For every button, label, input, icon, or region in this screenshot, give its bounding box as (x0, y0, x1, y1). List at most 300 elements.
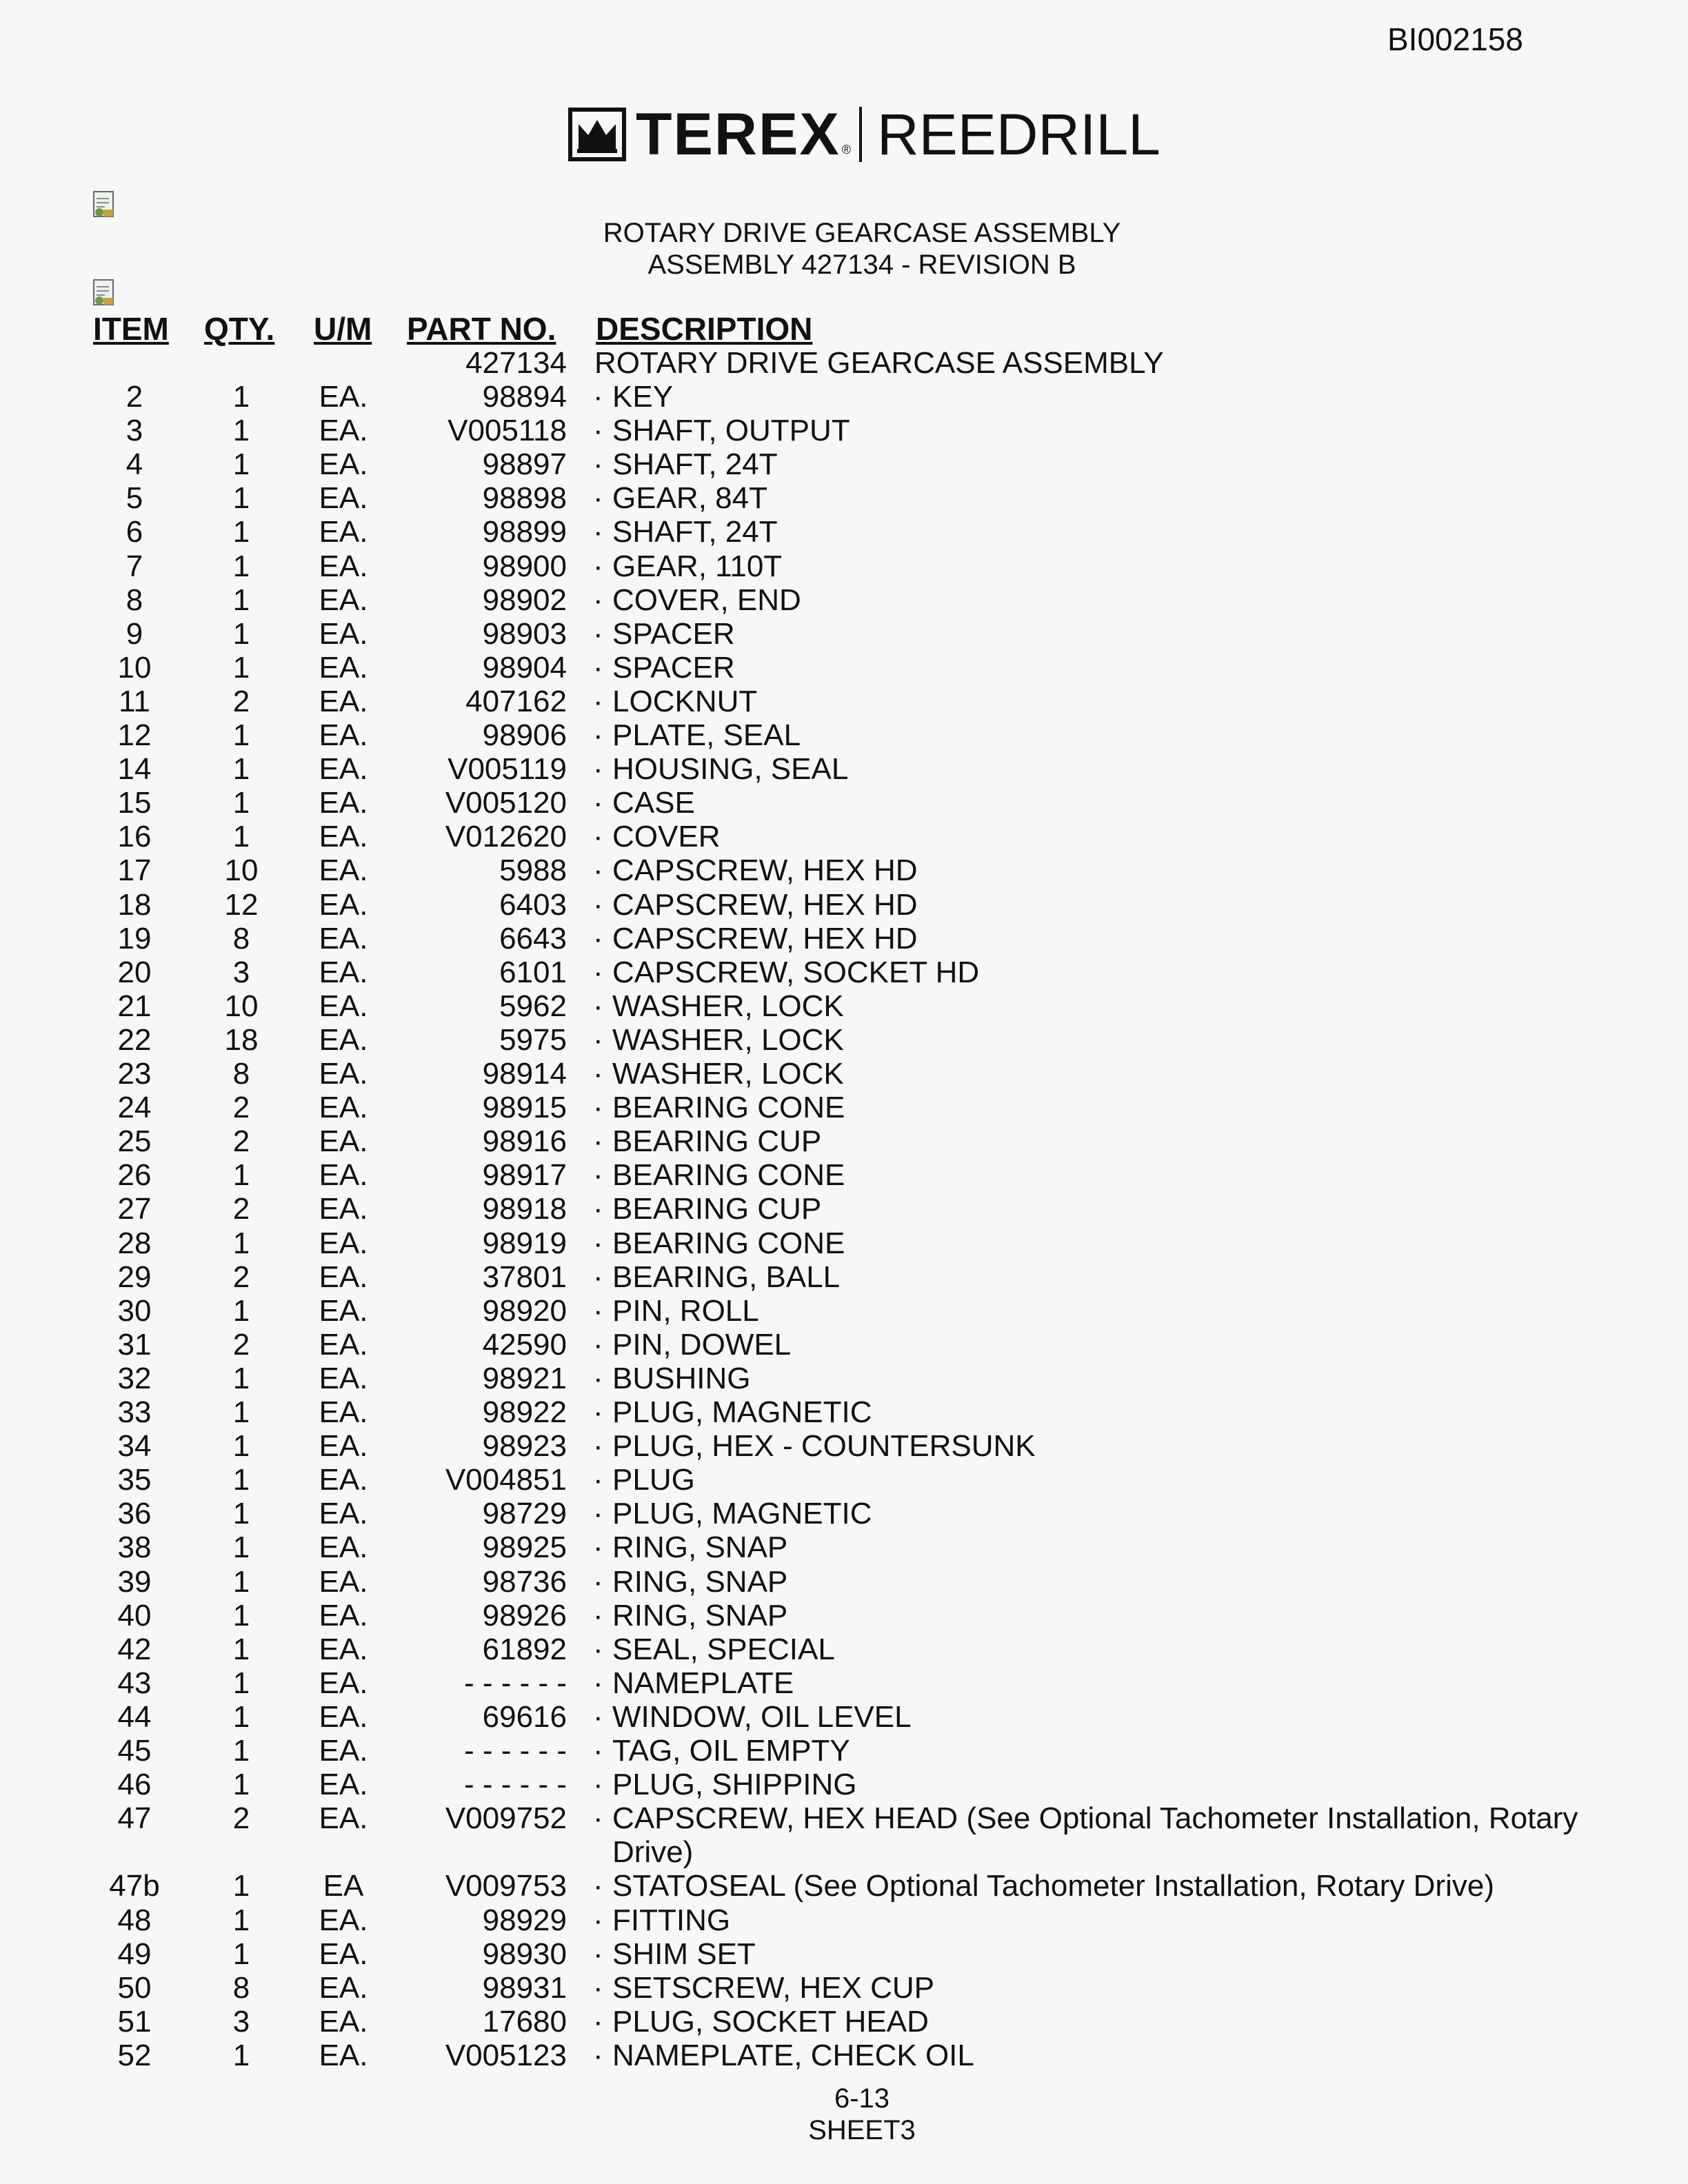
bullet: · (593, 1700, 603, 1734)
part-number: 42590 (482, 1328, 567, 1362)
bullet: · (593, 651, 603, 685)
part-number: 98929 (482, 1903, 567, 1937)
description: WASHER, LOCK (612, 1057, 844, 1091)
description: SHAFT, 24T (612, 515, 778, 549)
item-number: 32 (117, 1362, 152, 1395)
part-number: 98921 (482, 1362, 567, 1395)
item-number: 47 (117, 1801, 152, 1835)
bullet: · (593, 1565, 603, 1599)
unit-of-measure: EA. (319, 752, 368, 786)
bullet: · (593, 1057, 603, 1091)
quantity: 1 (232, 1768, 250, 1801)
item-number: 24 (117, 1091, 152, 1124)
bullet: · (593, 1497, 603, 1530)
unit-of-measure: EA. (319, 1666, 368, 1700)
bullet: · (593, 956, 603, 989)
bullet: · (593, 1158, 603, 1192)
table-row (0, 718, 1688, 752)
quantity: 2 (232, 1328, 250, 1362)
part-number: 37801 (482, 1260, 567, 1294)
item-number: 14 (117, 752, 152, 786)
item-number: 3 (125, 414, 143, 447)
unit-of-measure: EA. (319, 447, 368, 481)
part-number: 98902 (482, 583, 567, 617)
table-row (0, 1294, 1688, 1328)
unit-of-measure: EA. (319, 1395, 368, 1429)
part-number: 6403 (499, 888, 567, 922)
terex-reedrill-logo (568, 101, 1160, 168)
bullet: · (593, 1971, 603, 2005)
part-number: 98917 (482, 1158, 567, 1192)
table-row-continuation (0, 1835, 1688, 1869)
table-row (0, 1463, 1688, 1497)
page-title: ROTARY DRIVE GEARCASE ASSEMBLY (603, 218, 1121, 248)
description: TAG, OIL EMPTY (612, 1734, 850, 1768)
table-row (0, 1497, 1688, 1530)
item-number: 23 (117, 1057, 152, 1091)
unit-of-measure: EA. (319, 1497, 368, 1530)
unit-of-measure: EA. (319, 685, 368, 718)
bullet: · (593, 989, 603, 1023)
bullet: · (593, 1734, 603, 1768)
description: CAPSCREW, HEX HD (612, 888, 918, 922)
table-row (0, 481, 1688, 515)
table-row (0, 1158, 1688, 1192)
table-row (0, 1666, 1688, 1700)
table-row (0, 1429, 1688, 1463)
part-number: 98916 (482, 1124, 567, 1158)
quantity: 10 (224, 989, 259, 1023)
part-number: - - - - - - (463, 1734, 567, 1768)
unit-of-measure: EA. (319, 1226, 368, 1260)
item-number: 43 (117, 1666, 152, 1700)
item-number: 44 (117, 1700, 152, 1734)
part-number: 98914 (482, 1057, 567, 1091)
table-row (0, 1260, 1688, 1294)
bullet: · (593, 820, 603, 853)
bullet: · (593, 1362, 603, 1395)
unit-of-measure: EA. (319, 1565, 368, 1599)
unit-of-measure: EA. (319, 1192, 368, 1226)
quantity: 1 (232, 1734, 250, 1768)
table-row (0, 1091, 1688, 1124)
unit-of-measure: EA. (319, 414, 368, 447)
quantity: 1 (232, 1869, 250, 1903)
unit-of-measure: EA. (319, 1023, 368, 1057)
unit-of-measure: EA. (319, 1734, 368, 1768)
bullet: · (593, 481, 603, 515)
unit-of-measure: EA. (319, 1463, 368, 1497)
quantity: 1 (232, 515, 250, 549)
quantity: 1 (232, 1565, 250, 1599)
table-row (0, 1395, 1688, 1429)
quantity: 1 (232, 718, 250, 752)
part-number: V009752 (445, 1801, 567, 1835)
item-number: 38 (117, 1530, 152, 1564)
registered-mark: ® (841, 143, 851, 156)
quantity: 1 (232, 651, 250, 685)
part-number: 69616 (482, 1700, 567, 1734)
table-row (0, 1903, 1688, 1937)
table-row (0, 922, 1688, 956)
item-number: 36 (117, 1497, 152, 1530)
description: PIN, DOWEL (612, 1328, 792, 1362)
table-row (0, 617, 1688, 651)
part-number: 5962 (499, 989, 567, 1023)
description: PIN, ROLL (612, 1294, 759, 1328)
quantity: 12 (224, 888, 259, 922)
part-number: 98904 (482, 651, 567, 685)
description: BUSHING (612, 1362, 751, 1395)
table-row (0, 1530, 1688, 1564)
part-number: - - - - - - (463, 1768, 567, 1801)
table-row (0, 380, 1688, 414)
bullet: · (593, 1023, 603, 1057)
unit-of-measure: EA. (319, 617, 368, 651)
quantity: 8 (232, 1057, 250, 1091)
table-row (0, 2005, 1688, 2039)
part-number: 6643 (499, 922, 567, 956)
part-number: 98894 (482, 380, 567, 414)
item-number: 30 (117, 1294, 152, 1328)
description: PLATE, SEAL (612, 718, 801, 752)
bullet: · (593, 1599, 603, 1632)
unit-of-measure: EA. (319, 583, 368, 617)
quantity: 8 (232, 922, 250, 956)
quantity: 1 (232, 1937, 250, 1971)
part-number: 17680 (482, 2005, 567, 2039)
unit-of-measure: EA. (319, 1599, 368, 1632)
item-number: 40 (117, 1599, 152, 1632)
part-number: 98906 (482, 718, 567, 752)
description: SHAFT, 24T (612, 447, 778, 481)
description: STATOSEAL (See Optional Tachometer Installation, Rotary Drive) (612, 1869, 1494, 1903)
table-row (0, 1565, 1688, 1599)
quantity: 2 (232, 1801, 250, 1835)
item-number: 20 (117, 956, 152, 989)
quantity: 1 (232, 1497, 250, 1530)
quantity: 1 (232, 1362, 250, 1395)
table-row (0, 1192, 1688, 1226)
table-row (0, 1023, 1688, 1057)
quantity: 1 (232, 1903, 250, 1937)
item-number: 25 (117, 1124, 152, 1158)
description: CAPSCREW, HEX HD (612, 853, 918, 887)
unit-of-measure: EA. (319, 549, 368, 583)
unit-of-measure: EA. (319, 786, 368, 820)
item-number: 33 (117, 1395, 152, 1429)
part-number: 98919 (482, 1226, 567, 1260)
item-number: 4 (125, 447, 143, 481)
description: PLUG, MAGNETIC (612, 1395, 872, 1429)
description: SETSCREW, HEX CUP (612, 1971, 934, 2005)
part-number: - - - - - - (463, 1666, 567, 1700)
description: BEARING CUP (612, 1124, 822, 1158)
unit-of-measure: EA. (319, 853, 368, 887)
bullet: · (593, 1395, 603, 1429)
broken-image-icon[interactable] (91, 190, 117, 219)
item-number: 46 (117, 1768, 152, 1801)
table-row (0, 1362, 1688, 1395)
bullet: · (593, 1530, 603, 1564)
header-description: DESCRIPTION (596, 311, 813, 347)
description: BEARING CONE (612, 1158, 845, 1192)
table-row (0, 1328, 1688, 1362)
item-number: 27 (117, 1192, 152, 1226)
description: BEARING CONE (612, 1226, 845, 1260)
description: CASE (612, 786, 695, 820)
description: NAMEPLATE (612, 1666, 794, 1700)
part-number: 98923 (482, 1429, 567, 1463)
quantity: 2 (232, 1260, 250, 1294)
unit-of-measure: EA. (319, 922, 368, 956)
table-header (0, 310, 1688, 347)
quantity: 3 (232, 956, 250, 989)
bullet: · (593, 922, 603, 956)
description: SHAFT, OUTPUT (612, 414, 850, 447)
bullet: · (593, 380, 603, 414)
description: SEAL, SPECIAL (612, 1632, 835, 1666)
unit-of-measure: EA. (319, 1362, 368, 1395)
description: COVER (612, 820, 721, 853)
bullet: · (593, 786, 603, 820)
bullet: · (593, 1937, 603, 1971)
description: WASHER, LOCK (612, 989, 844, 1023)
bullet: · (593, 1869, 603, 1903)
part-number: 98736 (482, 1565, 567, 1599)
part-number: 98903 (482, 617, 567, 651)
bullet: · (593, 1124, 603, 1158)
quantity: 2 (232, 1091, 250, 1124)
table-row (0, 2039, 1688, 2072)
bullet: · (593, 1632, 603, 1666)
bullet: · (593, 1429, 603, 1463)
description: RING, SNAP (612, 1530, 788, 1564)
description: GEAR, 84T (612, 481, 767, 515)
part-number: 98922 (482, 1395, 567, 1429)
quantity: 1 (232, 752, 250, 786)
bullet: · (593, 1294, 603, 1328)
header-item: ITEM (93, 311, 169, 347)
table-row (0, 583, 1688, 617)
quantity: 1 (232, 1599, 250, 1632)
unit-of-measure: EA. (319, 1429, 368, 1463)
table-row (0, 1226, 1688, 1260)
table-row (0, 1057, 1688, 1091)
table-row (0, 853, 1688, 887)
unit-of-measure: EA. (319, 1057, 368, 1091)
part-number: 407162 (465, 685, 567, 718)
table-row (0, 414, 1688, 447)
item-number: 16 (117, 820, 152, 853)
description: BEARING, BALL (612, 1260, 841, 1294)
item-number: 7 (125, 549, 143, 583)
description: CAPSCREW, SOCKET HD (612, 956, 980, 989)
item-number: 50 (117, 1971, 152, 2005)
quantity: 1 (232, 1666, 250, 1700)
part-number: 98926 (482, 1599, 567, 1632)
bullet: · (593, 685, 603, 718)
unit-of-measure: EA. (319, 1530, 368, 1564)
bullet: · (593, 888, 603, 922)
item-number: 9 (125, 617, 143, 651)
quantity: 2 (232, 685, 250, 718)
bullet: · (593, 1666, 603, 1700)
table-row (0, 1869, 1688, 1903)
item-number: 31 (117, 1328, 152, 1362)
unit-of-measure: EA. (319, 1700, 368, 1734)
description: WINDOW, OIL LEVEL (612, 1700, 912, 1734)
item-number: 12 (117, 718, 152, 752)
unit-of-measure: EA. (319, 515, 368, 549)
unit-of-measure: EA. (319, 1801, 368, 1835)
unit-of-measure: EA. (319, 1903, 368, 1937)
unit-of-measure: EA. (319, 1632, 368, 1666)
unit-of-measure: EA. (319, 2039, 368, 2072)
bullet: · (593, 549, 603, 583)
part-number: 98920 (482, 1294, 567, 1328)
quantity: 1 (232, 820, 250, 853)
description: PLUG, SOCKET HEAD (612, 2005, 929, 2039)
description: FITTING (612, 1903, 731, 1937)
quantity: 1 (232, 414, 250, 447)
quantity: 1 (232, 549, 250, 583)
quantity: 1 (232, 1530, 250, 1564)
item-number: 52 (117, 2039, 152, 2072)
description: PLUG, HEX - COUNTERSUNK (612, 1429, 1036, 1463)
part-number: V009753 (445, 1869, 567, 1903)
table-row (0, 752, 1688, 786)
item-number: 15 (117, 786, 152, 820)
bullet: · (593, 1091, 603, 1124)
bullet: · (593, 752, 603, 786)
part-number: 98925 (482, 1530, 567, 1564)
bullet: · (593, 1192, 603, 1226)
bullet: · (593, 853, 603, 887)
table-row (0, 888, 1688, 922)
quantity: 1 (232, 447, 250, 481)
table-row (0, 1734, 1688, 1768)
description: PLUG, MAGNETIC (612, 1497, 872, 1530)
quantity: 18 (224, 1023, 259, 1057)
table-row (0, 820, 1688, 853)
unit-of-measure: EA. (319, 1768, 368, 1801)
assembly-row (0, 346, 1688, 380)
bullet: · (593, 447, 603, 481)
part-number: 98899 (482, 515, 567, 549)
part-number: 98930 (482, 1937, 567, 1971)
table-row (0, 1599, 1688, 1632)
logo-divider (859, 107, 862, 162)
table-row (0, 956, 1688, 989)
table-row (0, 1632, 1688, 1666)
table-row (0, 1801, 1688, 1835)
bullet: · (593, 1768, 603, 1801)
part-number: 5975 (499, 1023, 567, 1057)
description-continued: Drive) (612, 1835, 694, 1869)
table-row (0, 1937, 1688, 1971)
quantity: 10 (224, 853, 259, 887)
item-number: 29 (117, 1260, 152, 1294)
unit-of-measure: EA. (319, 1937, 368, 1971)
bullet: · (593, 2005, 603, 2039)
description: LOCKNUT (612, 685, 758, 718)
description: BEARING CONE (612, 1091, 845, 1124)
table-row (0, 1124, 1688, 1158)
item-number: 19 (117, 922, 152, 956)
quantity: 1 (232, 583, 250, 617)
bullet: · (593, 718, 603, 752)
part-number: V005123 (445, 2039, 567, 2072)
item-number: 51 (117, 2005, 152, 2039)
unit-of-measure: EA. (319, 718, 368, 752)
bullet: · (593, 2039, 603, 2072)
item-number: 39 (117, 1565, 152, 1599)
header-um: U/M (314, 311, 372, 347)
bullet: · (593, 1463, 603, 1497)
unit-of-measure: EA. (319, 1260, 368, 1294)
table-row (0, 515, 1688, 549)
bullet: · (593, 1328, 603, 1362)
item-number: 47b (109, 1869, 160, 1903)
quantity: 1 (232, 1226, 250, 1260)
unit-of-measure: EA. (319, 1124, 368, 1158)
quantity: 1 (232, 2039, 250, 2072)
part-number: V012620 (445, 820, 567, 853)
item-number: 2 (125, 380, 143, 414)
description: CAPSCREW, HEX HD (612, 922, 918, 956)
quantity: 1 (232, 380, 250, 414)
bullet: · (593, 1903, 603, 1937)
table-row (0, 1768, 1688, 1801)
part-number: 5988 (499, 853, 567, 887)
part-number: 98931 (482, 1971, 567, 2005)
quantity: 1 (232, 1700, 250, 1734)
table-row (0, 1700, 1688, 1734)
description: BEARING CUP (612, 1192, 822, 1226)
item-number: 35 (117, 1463, 152, 1497)
quantity: 1 (232, 1429, 250, 1463)
part-number: 98918 (482, 1192, 567, 1226)
assembly-description: ROTARY DRIVE GEARCASE ASSEMBLY (594, 346, 1164, 380)
table-row (0, 447, 1688, 481)
item-number: 21 (117, 989, 152, 1023)
description: KEY (612, 380, 674, 414)
header-qty: QTY. (204, 311, 275, 347)
item-number: 17 (117, 853, 152, 887)
unit-of-measure: EA. (319, 2005, 368, 2039)
logo-brand: TEREX (636, 101, 841, 168)
item-number: 26 (117, 1158, 152, 1192)
item-number: 49 (117, 1937, 152, 1971)
unit-of-measure: EA. (319, 1294, 368, 1328)
description: PLUG, SHIPPING (612, 1768, 857, 1801)
unit-of-measure: EA. (319, 1091, 368, 1124)
description: SPACER (612, 617, 735, 651)
quantity: 8 (232, 1971, 250, 2005)
table-row (0, 1971, 1688, 2005)
broken-image-icon[interactable] (91, 279, 117, 307)
item-number: 48 (117, 1903, 152, 1937)
quantity: 2 (232, 1124, 250, 1158)
crown-logo-icon (568, 108, 626, 161)
item-number: 5 (125, 481, 143, 515)
part-number: V004851 (445, 1463, 567, 1497)
bullet: · (593, 515, 603, 549)
quantity: 1 (232, 481, 250, 515)
unit-of-measure: EA. (319, 1328, 368, 1362)
page-number: 6-13 (834, 2083, 890, 2114)
